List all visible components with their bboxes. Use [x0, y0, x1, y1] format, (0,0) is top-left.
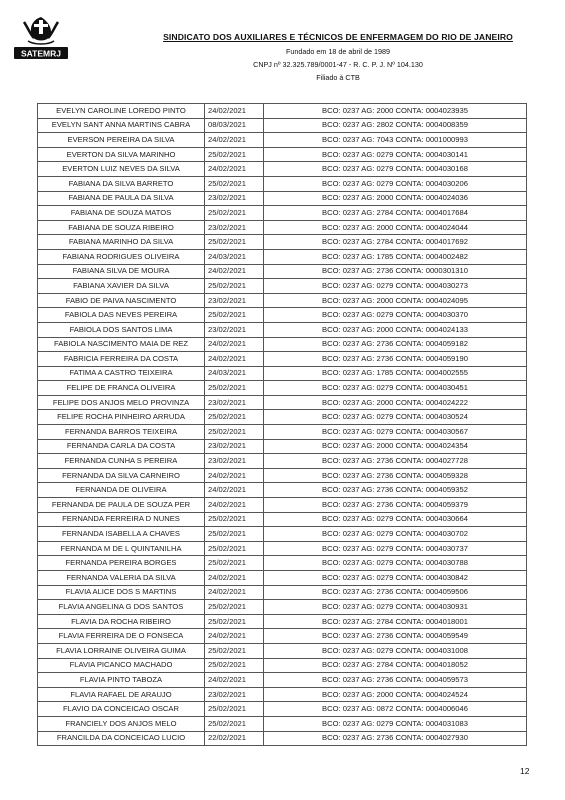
member-name: FLAVIA FERREIRA DE O FONSECA	[38, 629, 205, 644]
member-name: FRANCIELY DOS ANJOS MELO	[38, 716, 205, 731]
member-name: EVERTON LUIZ NEVES DA SILVA	[38, 162, 205, 177]
member-name: FABIANA DE SOUZA MATOS	[38, 206, 205, 221]
payment-date: 24/02/2021	[205, 673, 264, 688]
member-name: FABIANA MARINHO DA SILVA	[38, 235, 205, 250]
payment-date: 22/02/2021	[205, 731, 264, 746]
member-name: FLAVIA ANGELINA G DOS SANTOS	[38, 600, 205, 615]
member-name: EVERSON PEREIRA DA SILVA	[38, 133, 205, 148]
member-name: FRANCILDA DA CONCEICAO LUCIO	[38, 731, 205, 746]
bank-account: BCO: 0237 AG: 2736 CONTA: 0004059352	[264, 483, 527, 498]
satemrj-logo	[12, 14, 70, 60]
bank-account: BCO: 0237 AG: 0872 CONTA: 0004006046	[264, 702, 527, 717]
bank-account: BCO: 0237 AG: 2736 CONTA: 0004059182	[264, 337, 527, 352]
payment-date: 24/03/2021	[205, 249, 264, 264]
member-name: FABIANA DE SOUZA RIBEIRO	[38, 220, 205, 235]
member-name: FABIOLA DAS NEVES PEREIRA	[38, 308, 205, 323]
payment-date: 24/02/2021	[205, 104, 264, 119]
table-row	[38, 468, 527, 483]
bank-account: BCO: 0237 AG: 0279 CONTA: 0004030567	[264, 425, 527, 440]
table-row	[38, 571, 527, 586]
bank-account: BCO: 0237 AG: 2784 CONTA: 0004018052	[264, 658, 527, 673]
member-name: FABIANA RODRIGUES OLIVEIRA	[38, 249, 205, 264]
table-row	[38, 133, 527, 148]
payment-date: 23/02/2021	[205, 454, 264, 469]
bank-account: BCO: 0237 AG: 2000 CONTA: 0004024095	[264, 293, 527, 308]
table-row	[38, 541, 527, 556]
table-row	[38, 176, 527, 191]
member-name: FERNANDA CUNHA S PEREIRA	[38, 454, 205, 469]
payment-date: 25/02/2021	[205, 702, 264, 717]
table-row	[38, 512, 527, 527]
bank-account: BCO: 0237 AG: 0279 CONTA: 0004030737	[264, 541, 527, 556]
payment-date: 23/02/2021	[205, 322, 264, 337]
member-name: FERNANDA PEREIRA BORGES	[38, 556, 205, 571]
bank-account: BCO: 0237 AG: 0279 CONTA: 0004030931	[264, 600, 527, 615]
member-name: FLAVIA PICANCO MACHADO	[38, 658, 205, 673]
bank-account: BCO: 0237 AG: 0279 CONTA: 0004030664	[264, 512, 527, 527]
member-name: FERNANDA FERREIRA D NUNES	[38, 512, 205, 527]
table-row	[38, 220, 527, 235]
member-name: FLAVIA DA ROCHA RIBEIRO	[38, 614, 205, 629]
letterhead	[0, 0, 565, 100]
bank-account: BCO: 0237 AG: 2736 CONTA: 0004059190	[264, 352, 527, 367]
payment-date: 23/02/2021	[205, 191, 264, 206]
bank-account: BCO: 0237 AG: 2736 CONTA: 0004027930	[264, 731, 527, 746]
table-row	[38, 702, 527, 717]
payment-date: 25/02/2021	[205, 541, 264, 556]
table-row	[38, 600, 527, 615]
payment-date: 24/02/2021	[205, 571, 264, 586]
bank-account: BCO: 0237 AG: 0279 CONTA: 0004031083	[264, 716, 527, 731]
table-row	[38, 366, 527, 381]
bank-account: BCO: 0237 AG: 2784 CONTA: 0004017684	[264, 206, 527, 221]
table-row	[38, 249, 527, 264]
member-name: FELIPE DE FRANCA OLIVEIRA	[38, 381, 205, 396]
member-name: FERNANDA VALERIA DA SILVA	[38, 571, 205, 586]
table-row	[38, 629, 527, 644]
table-row	[38, 308, 527, 323]
payment-date: 25/02/2021	[205, 206, 264, 221]
table-row	[38, 439, 527, 454]
member-name: FABIANA XAVIER DA SILVA	[38, 279, 205, 294]
payment-date: 24/02/2021	[205, 352, 264, 367]
member-name: FERNANDA DE PAULA DE SOUZA PER	[38, 498, 205, 513]
payment-date: 25/02/2021	[205, 425, 264, 440]
member-name: FABIO DE PAIVA NASCIMENTO	[38, 293, 205, 308]
bank-account: BCO: 0237 AG: 0279 CONTA: 0004030524	[264, 410, 527, 425]
member-name: FLAVIA ALICE DOS S MARTINS	[38, 585, 205, 600]
bank-account: BCO: 0237 AG: 2000 CONTA: 0004024044	[264, 220, 527, 235]
member-name: FLAVIA PINTO TABOZA	[38, 673, 205, 688]
table-row	[38, 147, 527, 162]
payment-date: 25/02/2021	[205, 381, 264, 396]
bank-account: BCO: 0237 AG: 0279 CONTA: 0004030206	[264, 176, 527, 191]
payment-date: 25/02/2021	[205, 716, 264, 731]
table-row	[38, 322, 527, 337]
table-row	[38, 279, 527, 294]
bank-account: BCO: 0237 AG: 2736 CONTA: 0004059379	[264, 498, 527, 513]
bank-account: BCO: 0237 AG: 2802 CONTA: 0004008359	[264, 118, 527, 133]
bank-account: BCO: 0237 AG: 2784 CONTA: 0004018001	[264, 614, 527, 629]
payment-date: 24/03/2021	[205, 366, 264, 381]
member-name: EVELYN SANT ANNA MARTINS CABRA	[38, 118, 205, 133]
bank-account: BCO: 0237 AG: 0279 CONTA: 0004030842	[264, 571, 527, 586]
member-name: FLAVIO DA CONCEICAO OSCAR	[38, 702, 205, 717]
table-row	[38, 556, 527, 571]
member-name: FERNANDA M DE L QUINTANILHA	[38, 541, 205, 556]
bank-account: BCO: 0237 AG: 2736 CONTA: 0004027728	[264, 454, 527, 469]
table-row	[38, 673, 527, 688]
member-name: FABIOLA NASCIMENTO MAIA DE REZ	[38, 337, 205, 352]
payment-date: 24/02/2021	[205, 468, 264, 483]
payment-date: 25/02/2021	[205, 235, 264, 250]
payment-date: 24/02/2021	[205, 264, 264, 279]
payment-date: 25/02/2021	[205, 658, 264, 673]
table-row	[38, 395, 527, 410]
table-row	[38, 235, 527, 250]
table-row	[38, 264, 527, 279]
table-row	[38, 454, 527, 469]
bank-account: BCO: 0237 AG: 0279 CONTA: 0004030168	[264, 162, 527, 177]
payment-date: 25/02/2021	[205, 279, 264, 294]
payment-date: 23/02/2021	[205, 293, 264, 308]
payment-date: 25/02/2021	[205, 512, 264, 527]
payment-date: 23/02/2021	[205, 439, 264, 454]
bank-account: BCO: 0237 AG: 2000 CONTA: 0004024222	[264, 395, 527, 410]
payment-date: 25/02/2021	[205, 527, 264, 542]
payment-date: 23/02/2021	[205, 687, 264, 702]
bank-account: BCO: 0237 AG: 2784 CONTA: 0004017692	[264, 235, 527, 250]
payment-date: 25/02/2021	[205, 410, 264, 425]
bank-account: BCO: 0237 AG: 2000 CONTA: 0004024524	[264, 687, 527, 702]
table-row	[38, 483, 527, 498]
bank-account: BCO: 0237 AG: 0279 CONTA: 0004030702	[264, 527, 527, 542]
table-row	[38, 104, 527, 119]
bank-account: BCO: 0237 AG: 0279 CONTA: 0004031008	[264, 643, 527, 658]
member-name: FERNANDA DA SILVA CARNEIRO	[38, 468, 205, 483]
bank-account: BCO: 0237 AG: 2736 CONTA: 0004059573	[264, 673, 527, 688]
table-row	[38, 498, 527, 513]
table-row	[38, 585, 527, 600]
bank-account: BCO: 0237 AG: 7043 CONTA: 0001000993	[264, 133, 527, 148]
member-name: FERNANDA BARROS TEIXEIRA	[38, 425, 205, 440]
page-number: 12	[520, 766, 530, 776]
registry-info: CNPJ nº 32.325.789/0001-47 - R. C. P. J. Nº 104.130	[253, 60, 423, 69]
bank-account: BCO: 0237 AG: 0279 CONTA: 0004030451	[264, 381, 527, 396]
svg-text:SATEMRJ: SATEMRJ	[21, 48, 61, 59]
table-row	[38, 527, 527, 542]
bank-account: BCO: 0237 AG: 0279 CONTA: 0004030788	[264, 556, 527, 571]
member-name: FABIANA DE PAULA DA SILVA	[38, 191, 205, 206]
table-row	[38, 206, 527, 221]
payment-date: 24/02/2021	[205, 498, 264, 513]
member-name: FELIPE DOS ANJOS MELO PROVINZA	[38, 395, 205, 410]
bank-account: BCO: 0237 AG: 2736 CONTA: 0000301310	[264, 264, 527, 279]
payment-date: 08/03/2021	[205, 118, 264, 133]
member-name: FERNANDA CARLA DA COSTA	[38, 439, 205, 454]
table-row	[38, 118, 527, 133]
payment-date: 25/02/2021	[205, 643, 264, 658]
payment-date: 25/02/2021	[205, 176, 264, 191]
table-row	[38, 191, 527, 206]
founding-date: Fundado em 18 de abril de 1989	[286, 47, 390, 56]
bank-account: BCO: 0237 AG: 2000 CONTA: 0004024036	[264, 191, 527, 206]
member-name: FLAVIA RAFAEL DE ARAUJO	[38, 687, 205, 702]
member-name: FERNANDA DE OLIVEIRA	[38, 483, 205, 498]
payment-date: 25/02/2021	[205, 614, 264, 629]
payment-date: 25/02/2021	[205, 308, 264, 323]
payment-date: 25/02/2021	[205, 556, 264, 571]
payment-date: 24/02/2021	[205, 337, 264, 352]
table-row	[38, 643, 527, 658]
payment-date: 24/02/2021	[205, 483, 264, 498]
table-row	[38, 614, 527, 629]
bank-account: BCO: 0237 AG: 2736 CONTA: 0004059328	[264, 468, 527, 483]
member-name: FELIPE ROCHA PINHEIRO ARRUDA	[38, 410, 205, 425]
member-name: EVELYN CAROLINE LOREDO PINTO	[38, 104, 205, 119]
bank-account: BCO: 0237 AG: 1785 CONTA: 0004002482	[264, 249, 527, 264]
payment-date: 25/02/2021	[205, 600, 264, 615]
affiliation: Filiado à CTB	[316, 73, 360, 82]
union-name: SINDICATO DOS AUXILIARES E TÉCNICOS DE ENFERMAGEM DO RIO DE JANEIRO	[163, 32, 513, 42]
table-row	[38, 731, 527, 746]
bank-account: BCO: 0237 AG: 1785 CONTA: 0004002555	[264, 366, 527, 381]
bank-account: BCO: 0237 AG: 0279 CONTA: 0004030141	[264, 147, 527, 162]
table-row	[38, 337, 527, 352]
member-name: FERNANDA ISABELLA A CHAVES	[38, 527, 205, 542]
table-row	[38, 425, 527, 440]
payment-date: 23/02/2021	[205, 220, 264, 235]
member-name: EVERTON DA SILVA MARINHO	[38, 147, 205, 162]
table-row	[38, 687, 527, 702]
member-name: FABIANA DA SILVA BARRETO	[38, 176, 205, 191]
table-row	[38, 352, 527, 367]
bank-account: BCO: 0237 AG: 2000 CONTA: 0004023935	[264, 104, 527, 119]
table-row	[38, 381, 527, 396]
table-row	[38, 716, 527, 731]
table-row	[38, 162, 527, 177]
member-name: FABRICIA FERREIRA DA COSTA	[38, 352, 205, 367]
payment-date: 23/02/2021	[205, 395, 264, 410]
member-bank-table	[37, 103, 527, 746]
bank-account: BCO: 0237 AG: 2736 CONTA: 0004059506	[264, 585, 527, 600]
table-row	[38, 410, 527, 425]
member-name: FABIANA SILVA DE MOURA	[38, 264, 205, 279]
member-name: FATIMA A CASTRO TEIXEIRA	[38, 366, 205, 381]
table-row	[38, 658, 527, 673]
payment-date: 24/02/2021	[205, 133, 264, 148]
bank-account: BCO: 0237 AG: 2000 CONTA: 0004024354	[264, 439, 527, 454]
table-row	[38, 293, 527, 308]
payment-date: 25/02/2021	[205, 147, 264, 162]
payment-date: 24/02/2021	[205, 629, 264, 644]
bank-account: BCO: 0237 AG: 0279 CONTA: 0004030273	[264, 279, 527, 294]
bank-account: BCO: 0237 AG: 2000 CONTA: 0004024133	[264, 322, 527, 337]
payment-date: 24/02/2021	[205, 585, 264, 600]
bank-account: BCO: 0237 AG: 2736 CONTA: 0004059549	[264, 629, 527, 644]
payment-date: 24/02/2021	[205, 162, 264, 177]
member-name: FABIOLA DOS SANTOS LIMA	[38, 322, 205, 337]
member-name: FLAVIA LORRAINE OLIVEIRA GUIMA	[38, 643, 205, 658]
bank-account: BCO: 0237 AG: 0279 CONTA: 0004030370	[264, 308, 527, 323]
